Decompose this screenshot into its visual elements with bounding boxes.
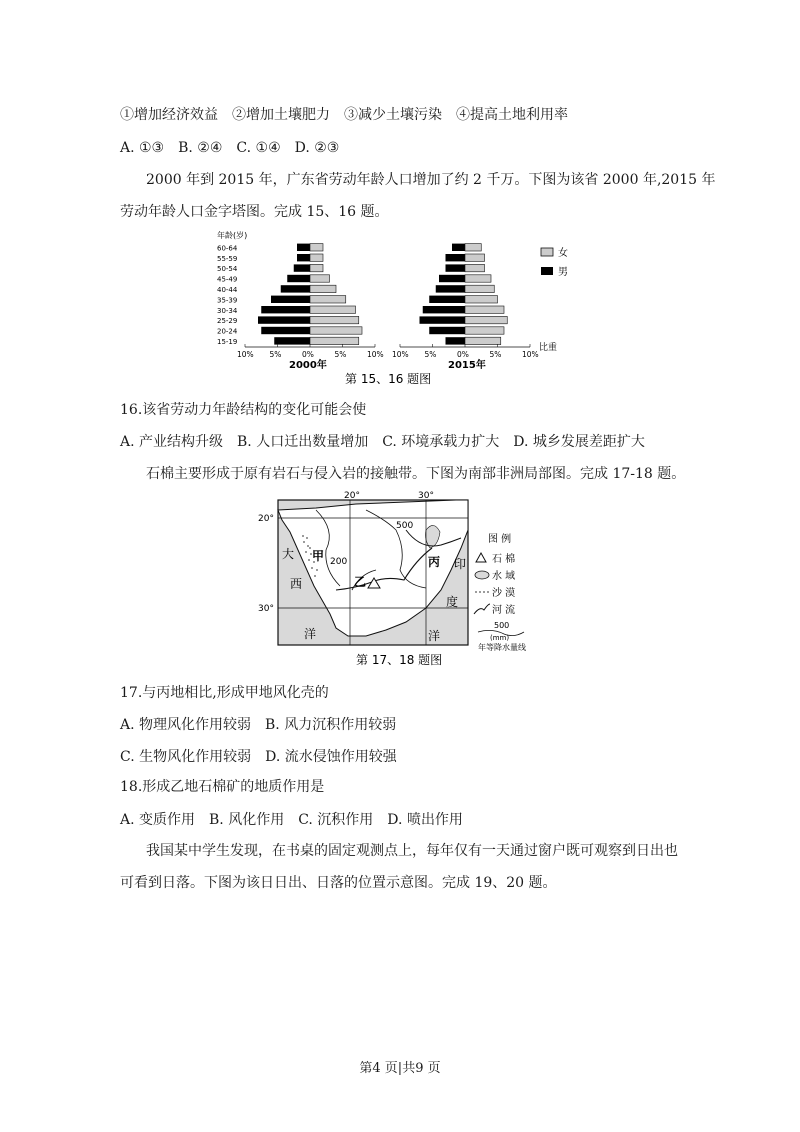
- female-bar: [465, 337, 501, 344]
- stem17-line1: 石棉主要形成于原有岩石与侵入岩的接触带。下图为南部非洲局部图。完成 17-18 题。: [146, 466, 686, 482]
- age-label: 45-49: [217, 275, 238, 284]
- page-footer: 第4 页|共9 页: [359, 1061, 441, 1076]
- stem19-line1: 我国某中学生发现，在书桌的固定观测点上，每年仅有一天通过窗户既可观察到日出也: [146, 843, 678, 859]
- male-bar: [446, 264, 466, 271]
- male-bar: [446, 254, 466, 261]
- map-legend-title: 图 例: [488, 534, 512, 545]
- pyramid-axes: [237, 344, 539, 359]
- female-bar: [465, 264, 485, 271]
- lat-30-label: 30°: [258, 604, 274, 614]
- age-label: 35-39: [217, 296, 238, 305]
- place-bing: 丙: [428, 555, 441, 569]
- male-bar: [274, 337, 310, 344]
- female-bar: [465, 316, 507, 323]
- female-bar: [465, 244, 481, 251]
- male-bar: [452, 244, 465, 251]
- legend-river-label: 河 流: [492, 605, 516, 616]
- q16-options: A. 产业结构升级 B. 人口迁出数量增加 C. 环境承载力扩大 D. 城乡发展差距扩大: [120, 434, 645, 450]
- legend-asbestos-icon: [476, 553, 486, 562]
- legend-iso-unit: (mm): [490, 634, 510, 642]
- female-bar: [310, 296, 346, 303]
- female-bar: [465, 327, 504, 334]
- female-bar: [310, 316, 359, 323]
- stem15-line1: 2000 年到 2015 年，广东省劳动年龄人口增加了约 2 千万。下图为该省 2000 年,2015 年: [146, 172, 716, 188]
- female-bar: [465, 296, 498, 303]
- q18-question: 18.形成乙地石棉矿的地质作用是: [120, 779, 325, 795]
- age-label: 20-24: [217, 327, 238, 336]
- female-bar: [465, 285, 494, 292]
- age-header: 年龄(岁): [217, 231, 248, 240]
- age-label: 30-34: [217, 306, 238, 315]
- male-bar: [297, 254, 310, 261]
- ocean-east-2: 度: [446, 595, 459, 609]
- male-bar: [429, 327, 465, 334]
- age-label: 50-54: [217, 265, 238, 274]
- legend-male-swatch: [541, 267, 553, 275]
- southern-africa-map: [256, 490, 556, 670]
- legend-asbestos-label: 石 棉: [492, 554, 516, 565]
- place-yi: 乙: [354, 575, 367, 589]
- pyramid-2000: [258, 244, 362, 345]
- x-tick-label: 10%: [522, 350, 539, 359]
- stem19-line2: 可看到日落。下图为该日日出、日落的位置示意图。完成 19、20 题。: [120, 875, 557, 891]
- male-bar: [287, 275, 310, 282]
- isoline-200-label: 200: [330, 557, 348, 567]
- male-bar: [436, 285, 465, 292]
- male-bar: [423, 306, 465, 313]
- q14-statements: ①增加经济效益 ②增加土壤肥力 ③减少土壤污染 ④提高土地利用率: [120, 107, 568, 123]
- age-labels: [217, 244, 238, 346]
- male-bar: [271, 296, 310, 303]
- male-bar: [261, 306, 310, 313]
- male-bar: [297, 244, 310, 251]
- q17-options-1: A. 物理风化作用较弱 B. 风力沉积作用较弱: [120, 717, 397, 733]
- female-bar: [310, 264, 323, 271]
- legend-female-label: 女: [558, 248, 568, 259]
- q18-options: A. 变质作用 B. 风化作用 C. 沉积作用 D. 喷出作用: [120, 812, 463, 828]
- female-bar: [310, 327, 362, 334]
- female-bar: [310, 244, 323, 251]
- legend-river-icon: [474, 604, 490, 614]
- legend-iso-value: 500: [494, 621, 510, 630]
- x-tick-label: 0%: [457, 350, 469, 359]
- male-bar: [439, 275, 465, 282]
- age-label: 40-44: [217, 286, 238, 294]
- male-bar: [446, 337, 466, 344]
- x-tick-label: 10%: [392, 350, 409, 359]
- pyramid-caption: 第 15、16 题图: [345, 372, 432, 386]
- male-bar: [261, 327, 310, 334]
- x-tick-label: 5%: [489, 350, 502, 359]
- age-label: 60-64: [217, 244, 238, 253]
- x-tick-label: 5%: [424, 350, 437, 359]
- x-tick-label: 5%: [269, 350, 282, 359]
- male-bar: [420, 316, 466, 323]
- age-label: 15-19: [217, 338, 238, 346]
- lat-20-label: 20°: [258, 514, 274, 524]
- q16-question: 16.该省劳动力年龄结构的变化可能会使: [120, 402, 367, 418]
- lon-30-label: 30°: [418, 491, 434, 501]
- legend-water-label: 水 域: [492, 571, 516, 582]
- female-bar: [310, 275, 330, 282]
- legend-desert-label: 沙 漠: [492, 588, 516, 599]
- female-bar: [310, 306, 356, 313]
- legend-male-label: 男: [558, 267, 568, 278]
- x-tick-label: 10%: [237, 350, 254, 359]
- isoline-500-label: 500: [396, 521, 414, 531]
- ocean-west-1: 大: [282, 547, 295, 561]
- legend-water-icon: [475, 571, 489, 579]
- stem15-line2: 劳动年龄人口金字塔图。完成 15、16 题。: [120, 204, 389, 220]
- ocean-west-3: 洋: [304, 627, 317, 641]
- female-bar: [310, 337, 359, 344]
- pyramid-2015: [420, 244, 508, 345]
- legend-isoline-label: 年等降水量线: [478, 643, 526, 652]
- male-bar: [258, 316, 310, 323]
- legend-female-swatch: [541, 248, 553, 256]
- map-caption: 第 17、18 题图: [356, 653, 443, 667]
- x-tick-label: 0%: [302, 350, 314, 359]
- x-tick-label: 5%: [334, 350, 347, 359]
- female-bar: [310, 254, 323, 261]
- female-bar: [310, 285, 336, 292]
- population-pyramid-figure: [215, 228, 575, 386]
- female-bar: [465, 306, 504, 313]
- legend-desert-icon: [475, 591, 489, 593]
- female-bar: [465, 254, 485, 261]
- q14-options: A. ①③ B. ②④ C. ①④ D. ②③: [120, 140, 340, 156]
- ocean-east-1: 印: [454, 557, 467, 571]
- male-bar: [294, 264, 310, 271]
- ocean-west-2: 西: [290, 577, 303, 591]
- age-label: 25-29: [217, 317, 238, 326]
- year-2000-label: 2000年: [289, 360, 327, 371]
- place-jia: 甲: [312, 549, 325, 563]
- female-bar: [465, 275, 491, 282]
- x-tick-label: 10%: [367, 350, 384, 359]
- axis-right-label: 比重: [539, 343, 558, 353]
- male-bar: [281, 285, 310, 292]
- q17-question: 17.与丙地相比,形成甲地风化壳的: [120, 685, 329, 701]
- q17-options-2: C. 生物风化作用较弱 D. 流水侵蚀作用较强: [120, 749, 397, 765]
- male-bar: [429, 296, 465, 303]
- ocean-east-3: 洋: [428, 629, 441, 643]
- year-2015-label: 2015年: [448, 360, 486, 371]
- age-label: 55-59: [217, 254, 238, 263]
- lon-20-label: 20°: [344, 491, 360, 501]
